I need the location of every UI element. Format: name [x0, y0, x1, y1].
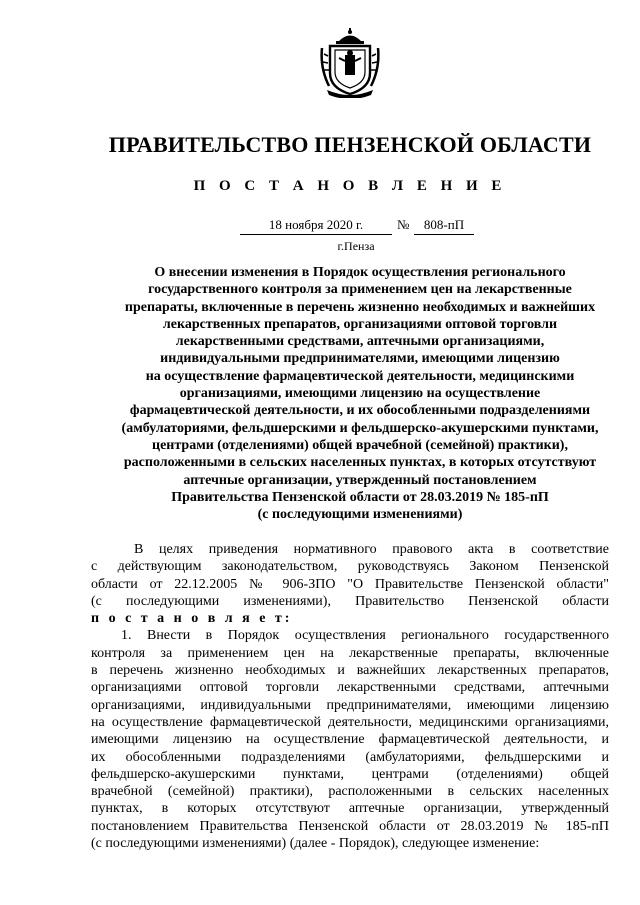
item-line: на осуществление фармацевтической деятельности, медицинскими организациями, — [91, 714, 609, 730]
subject-line: организациями, имеющими лицензию на осуществление — [179, 386, 541, 402]
document-type: П О С Т А Н О В Л Е Н И Е — [193, 178, 507, 194]
subject-line: препараты, включенные в перечень жизненно необходимых и важнейших — [124, 299, 596, 315]
item-line: врачебной (семейной) практики), расположенными в сельских населенных — [91, 784, 609, 800]
subject-line: (с последующими изменениями) — [257, 507, 463, 523]
item-line: (с последующими изменениями) (далее - Порядок), следующее изменение: — [91, 836, 540, 852]
decree-body — [91, 541, 609, 852]
subject-line: на осуществление фармацевтической деятельности, медицинскими — [145, 368, 575, 384]
subject-line: (амбулаториями, фельдшерскими и фельдшерско-акушерскими пунктами, — [121, 420, 599, 436]
subject-line: Правительства Пензенской области от 28.03.2019 № 185-пП — [171, 489, 549, 505]
subject-line: аптечные организации, утвержденный постановлением — [183, 472, 537, 488]
subject-block — [80, 264, 640, 523]
subject-line: лекарственных препаратов, организациями оптовой торговли — [162, 316, 558, 332]
item-line: организациями оптовой торговли лекарственными средствами, аптечными — [91, 680, 609, 696]
subject-line: центрами (отделениями) общей врачебной (семейной) практики), — [152, 437, 568, 453]
subject-line: лекарственными средствами, аптечными организациями, — [175, 334, 545, 350]
preamble-line: (с последующими изменениями), Правительство Пензенской области — [91, 593, 609, 609]
number-sign: № — [397, 217, 410, 232]
subject-line: государственного контроля за применением цен на лекарственные — [148, 282, 572, 298]
coat-of-arms-icon — [319, 28, 381, 98]
subject-line: расположенными в сельских населенных пунктах, в которых отсутствуют — [123, 455, 597, 471]
subject-line: О внесении изменения в Порядок осуществления регионального — [154, 265, 566, 280]
item-line: постановлением Правительства Пензенской области от 28.03.2019 № 185-пП — [91, 818, 609, 834]
decree-word: п о с т а н о в л я е т: — [91, 611, 293, 627]
item-line: пунктах, в которых отсутствуют аптечные организации, утвержденный — [91, 801, 609, 817]
decree-date: 18 ноября 2020 г. — [240, 216, 392, 235]
item-line: организациями, индивидуальными предпринимателями, имеющими лицензию — [91, 697, 609, 713]
preamble-line: с действующим законодательством, руководствуясь Законом Пензенской — [91, 559, 609, 575]
date-number-row — [0, 216, 640, 236]
preamble-line: В целях приведения нормативного правового акта в соответствие — [134, 542, 609, 557]
city: г.Пенза — [337, 239, 375, 253]
item-line: 1. Внести в Порядок осуществления регионального государственного — [121, 628, 609, 644]
government-title: ПРАВИТЕЛЬСТВО ПЕНЗЕНСКОЙ ОБЛАСТИ — [108, 132, 592, 157]
item-line: их обособленными подразделениями (амбулаториями, фельдшерскими и — [91, 749, 609, 765]
item-line: имеющими лицензию на осуществление фармацевтической деятельности, и — [91, 732, 609, 748]
preamble-line: области от 22.12.2005 № 906-ЗПО "О Правительстве Пензенской области" — [91, 576, 609, 592]
subject-line: фармацевтической деятельности, и их обособленными подразделениями — [129, 403, 591, 419]
item-line: в перечень жизненно необходимых и важнейших лекарственных препаратов, — [91, 663, 609, 679]
decree-number: 808-пП — [414, 216, 474, 235]
subject-line: индивидуальными предпринимателями, имеющими лицензию — [160, 351, 560, 367]
item-line: контроля за применением цен на лекарственные препараты, включенные — [91, 645, 609, 661]
item-line: фельдшерско-акушерскими пунктами, центрами (отделениями) общей — [91, 766, 609, 782]
